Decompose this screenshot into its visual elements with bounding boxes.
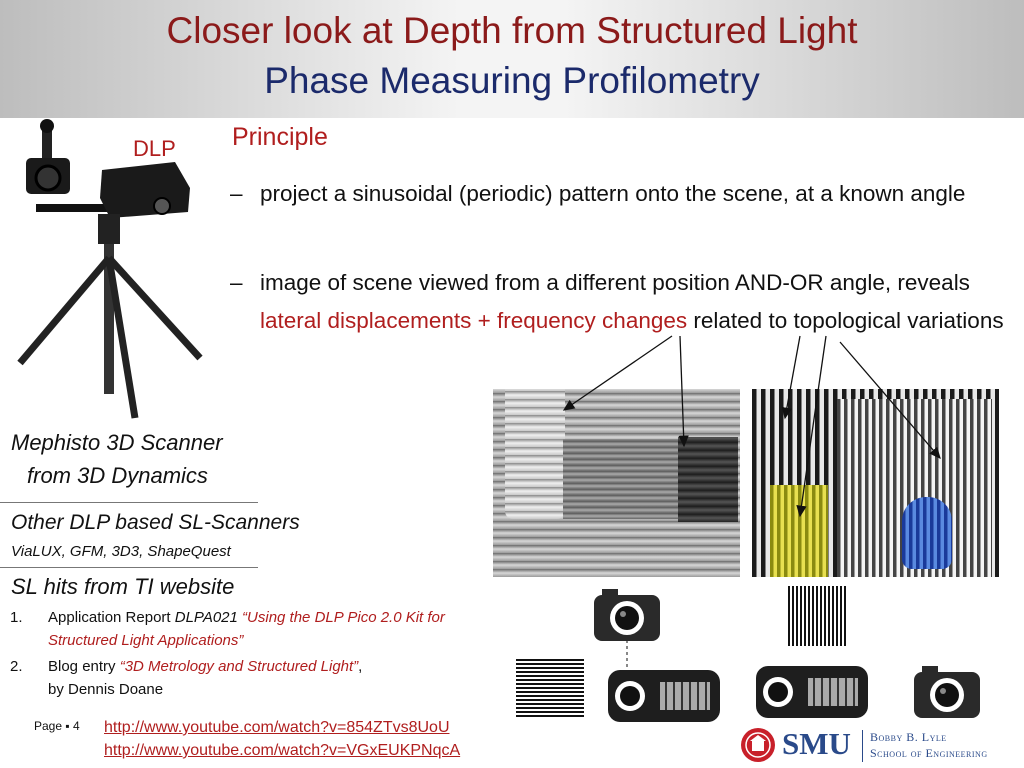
ti-item-1: [10, 606, 450, 652]
video-link-1[interactable]: http://www.youtube.com/watch?v=854ZTvs8UoU: [104, 719, 450, 736]
item-author: by Dennis Doane: [48, 681, 164, 698]
ti-item-2: [10, 655, 450, 701]
camera-icon: [592, 585, 662, 645]
bullet-1-text: project a sinusoidal (periodic) pattern onto the scene, at a known angle: [260, 181, 966, 206]
scanner-caption-line2: from 3D Dynamics: [27, 463, 208, 488]
bullet-1: [230, 175, 1010, 213]
bullet-dash: –: [230, 181, 243, 206]
other-scanners-heading: Other DLP based SL-Scanners: [11, 511, 300, 534]
video-link-2[interactable]: http://www.youtube.com/watch?v=VGxEUKPNqcA: [104, 742, 461, 759]
item-title: “Using the DLP Pico 2.0 Kit for Structured Light Applications”: [48, 609, 445, 649]
scanner-photo: [10, 118, 210, 426]
horizontal-stripe-pattern: [516, 657, 584, 717]
bullet-dash: –: [230, 270, 243, 295]
logo-divider: [862, 730, 863, 762]
slide-subtitle: Phase Measuring Profilometry: [264, 60, 760, 101]
other-scanners-list: ViaLUX, GFM, 3D3, ShapeQuest: [11, 543, 231, 560]
projector-icon: [752, 658, 872, 722]
school-name-line1: Bobby B. Lyle: [870, 730, 947, 744]
list-number: 1.: [10, 609, 23, 626]
projector-icon: [604, 662, 724, 726]
ti-heading: SL hits from TI website: [11, 574, 235, 599]
fringe-image-right: [752, 389, 999, 577]
divider: [0, 567, 258, 568]
bullet-2-text: image of scene viewed from a different position AND-OR angle, reveals: [260, 270, 970, 295]
item-prefix: Blog entry: [48, 658, 120, 675]
item-suffix: ,: [358, 658, 363, 675]
video-links: [104, 716, 460, 762]
bullet-2: [230, 264, 1010, 340]
dlp-label: DLP: [133, 136, 176, 161]
divider: [0, 502, 258, 503]
slide-title: Closer look at Depth from Structured Light: [166, 10, 858, 51]
bullet-2-text-end: related to topological variations: [687, 308, 1004, 333]
smu-seal-icon: [740, 727, 776, 763]
principle-heading: Principle: [232, 123, 328, 151]
vertical-stripe-pattern: [788, 586, 846, 646]
fringe-image-left: [493, 389, 740, 577]
item-prefix: Application Report: [48, 609, 175, 626]
scanner-caption-line1: Mephisto 3D Scanner: [11, 430, 223, 455]
page-number: Page ▪ 4: [34, 719, 80, 733]
camera-icon: [912, 662, 982, 722]
smu-logo-text: SMU: [782, 726, 851, 761]
school-name-line2: School of Engineering: [870, 746, 988, 760]
item-title: “3D Metrology and Structured Light”: [119, 658, 359, 675]
item-code: DLPA021: [174, 609, 238, 626]
bullet-2-highlight: lateral displacements + frequency changes: [260, 308, 688, 333]
list-number: 2.: [10, 658, 23, 675]
